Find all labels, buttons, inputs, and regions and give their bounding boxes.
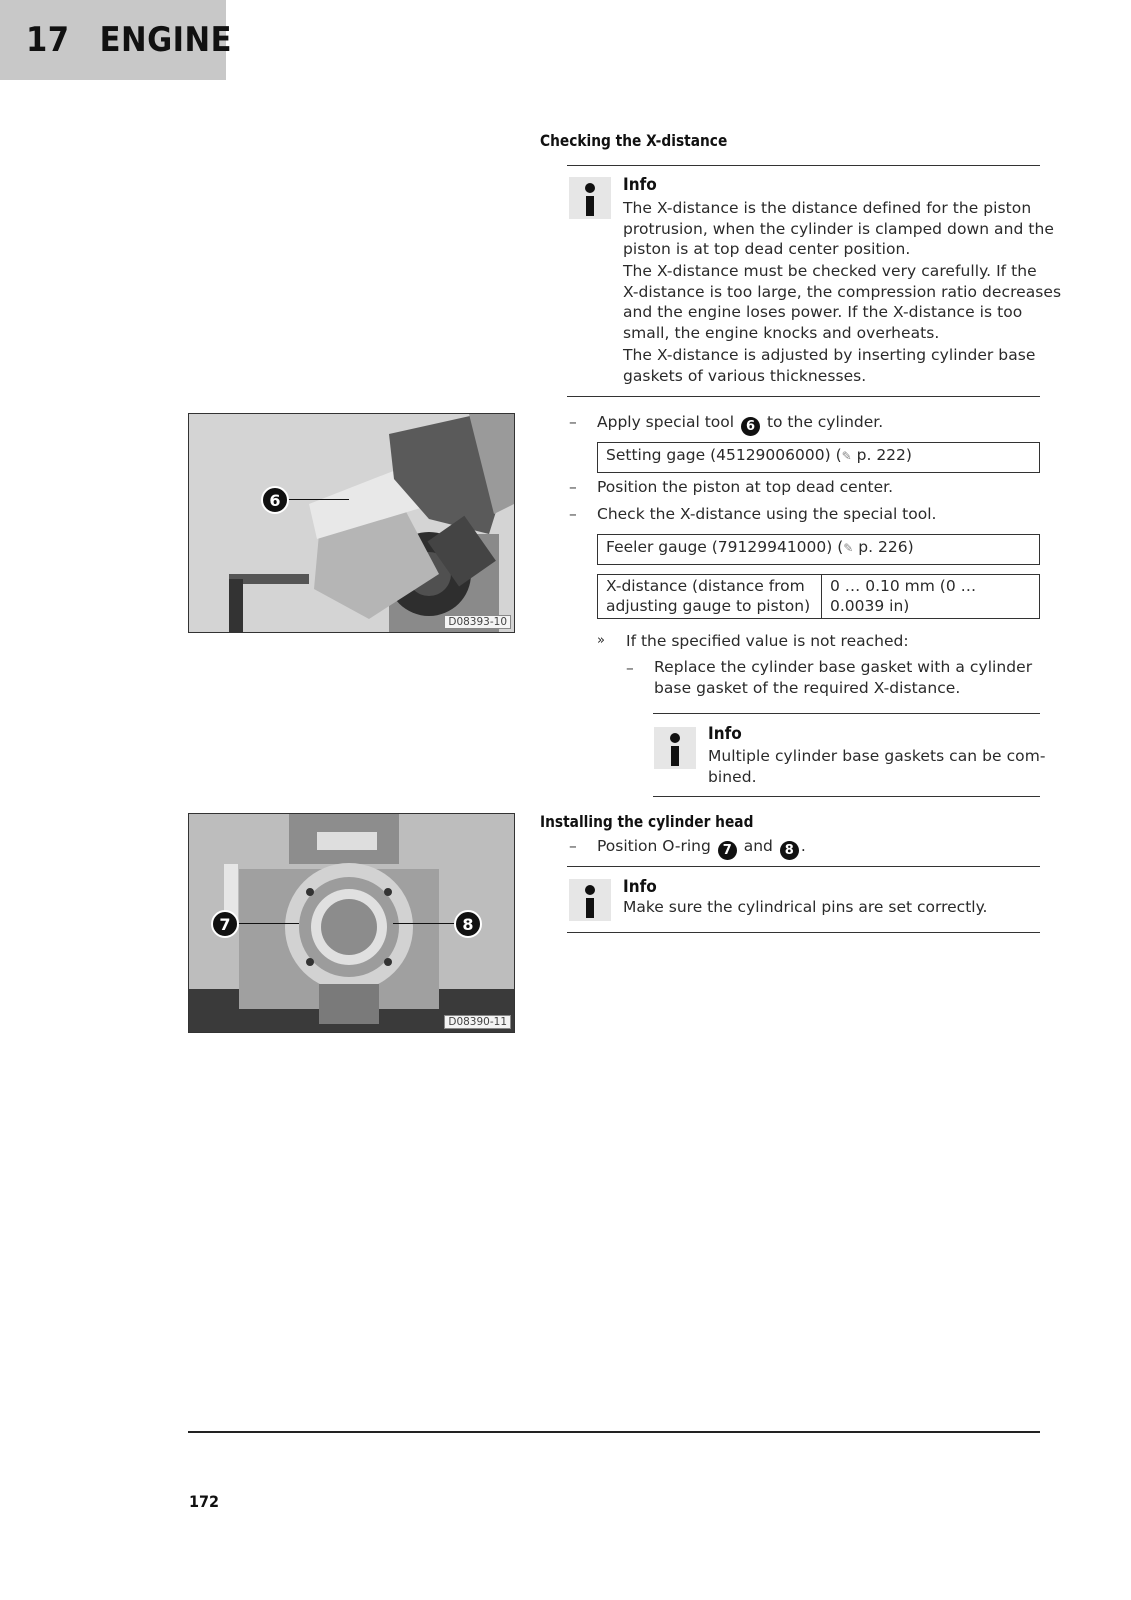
page-number: 172 <box>189 1492 220 1511</box>
condition-text: If the specified value is not reached: <box>626 632 909 650</box>
info2-title: Info <box>708 724 742 744</box>
section-heading-cylinder-head: Installing the cylinder head <box>540 812 754 831</box>
action-replace-gasket: Replace the cylinder base gasket with a cylinder base gasket of the required X-distance. <box>654 658 1033 697</box>
info-bottom-rule <box>567 396 1040 397</box>
footer-rule <box>188 1431 1040 1433</box>
info-paragraph-1: The X-distance is the distance defined for the piston protrusion, when the cylinder is clamped down and the piston is at top dead center position. <box>623 199 1054 258</box>
tool-feeler-gauge: Feeler gauge (79129941000) (✎ p. 226) <box>597 534 1040 565</box>
spec-table <box>597 574 1040 619</box>
figure-callout-8: 8 <box>454 910 482 938</box>
info-icon <box>569 177 611 219</box>
info2-bottom-rule <box>653 796 1040 797</box>
callout-leader <box>285 499 349 500</box>
chapter-tab <box>0 0 233 80</box>
engine-photo-1 <box>189 414 514 632</box>
info3-top-rule <box>567 866 1040 867</box>
figure-callout-6: 6 <box>261 486 289 514</box>
info-paragraph-3: The X-distance is adjusted by inserting cylinder base gaskets of various thicknesses. <box>623 346 1036 385</box>
tool-setting-gage: Setting gage (45129006000) (✎ p. 222) <box>597 442 1040 473</box>
callout-7-icon: 7 <box>718 841 737 860</box>
spec-value: 0 … 0.10 mm (0 … 0.0039 in) <box>822 575 1040 619</box>
action-dash: – <box>626 659 634 677</box>
chapter-number: 17 <box>26 20 70 60</box>
callout-6-icon: 6 <box>741 417 760 436</box>
info-icon <box>654 727 696 769</box>
step-position-o-ring: Position O-ring 7 and 8 . <box>597 837 806 858</box>
info3-text: Make sure the cylindrical pins are set correctly. <box>623 898 988 916</box>
info-icon <box>569 879 611 921</box>
figure-id: D08393-10 <box>444 615 511 629</box>
page-ref-icon: ✎ <box>843 541 854 555</box>
figure-cylinder-head <box>188 813 515 1033</box>
step-dash: – <box>569 413 577 431</box>
callout-8-icon: 8 <box>780 841 799 860</box>
figure-id: D08390-11 <box>444 1015 511 1029</box>
callout-leader <box>237 923 299 924</box>
chapter-title: ENGINE <box>99 20 233 60</box>
spec-name: X-distance (distance from adjusting gauge to piston) <box>598 575 822 619</box>
info3-bottom-rule <box>567 932 1040 933</box>
step-dash: – <box>569 505 577 523</box>
step-dash: – <box>569 837 577 855</box>
callout-leader <box>393 923 455 924</box>
step-check-x-distance: Check the X-distance using the special tool. <box>597 505 937 523</box>
info-title: Info <box>623 175 657 195</box>
info2-top-rule <box>653 713 1040 714</box>
figure-setting-gage <box>188 413 515 633</box>
info-top-rule <box>567 165 1040 166</box>
section-heading-x-distance: Checking the X-distance <box>540 131 728 150</box>
step-position-piston: Position the piston at top dead center. <box>597 478 894 496</box>
step-apply-tool: Apply special tool 6 to the cylinder. <box>597 413 884 434</box>
spec-row <box>598 575 1040 619</box>
condition-marker: » <box>597 633 605 648</box>
info-paragraph-2: The X-distance must be checked very carefully. If the X-distance is too large, the compression ratio decreases and the engine loses power. If the X-distance is too small, the engine knocks and overheats. <box>623 262 1062 342</box>
step-dash: – <box>569 478 577 496</box>
info3-title: Info <box>623 877 657 897</box>
info2-text: Multiple cylinder base gaskets can be com- bined. <box>708 747 1046 786</box>
page-ref-icon: ✎ <box>841 449 852 463</box>
figure-callout-7: 7 <box>211 910 239 938</box>
